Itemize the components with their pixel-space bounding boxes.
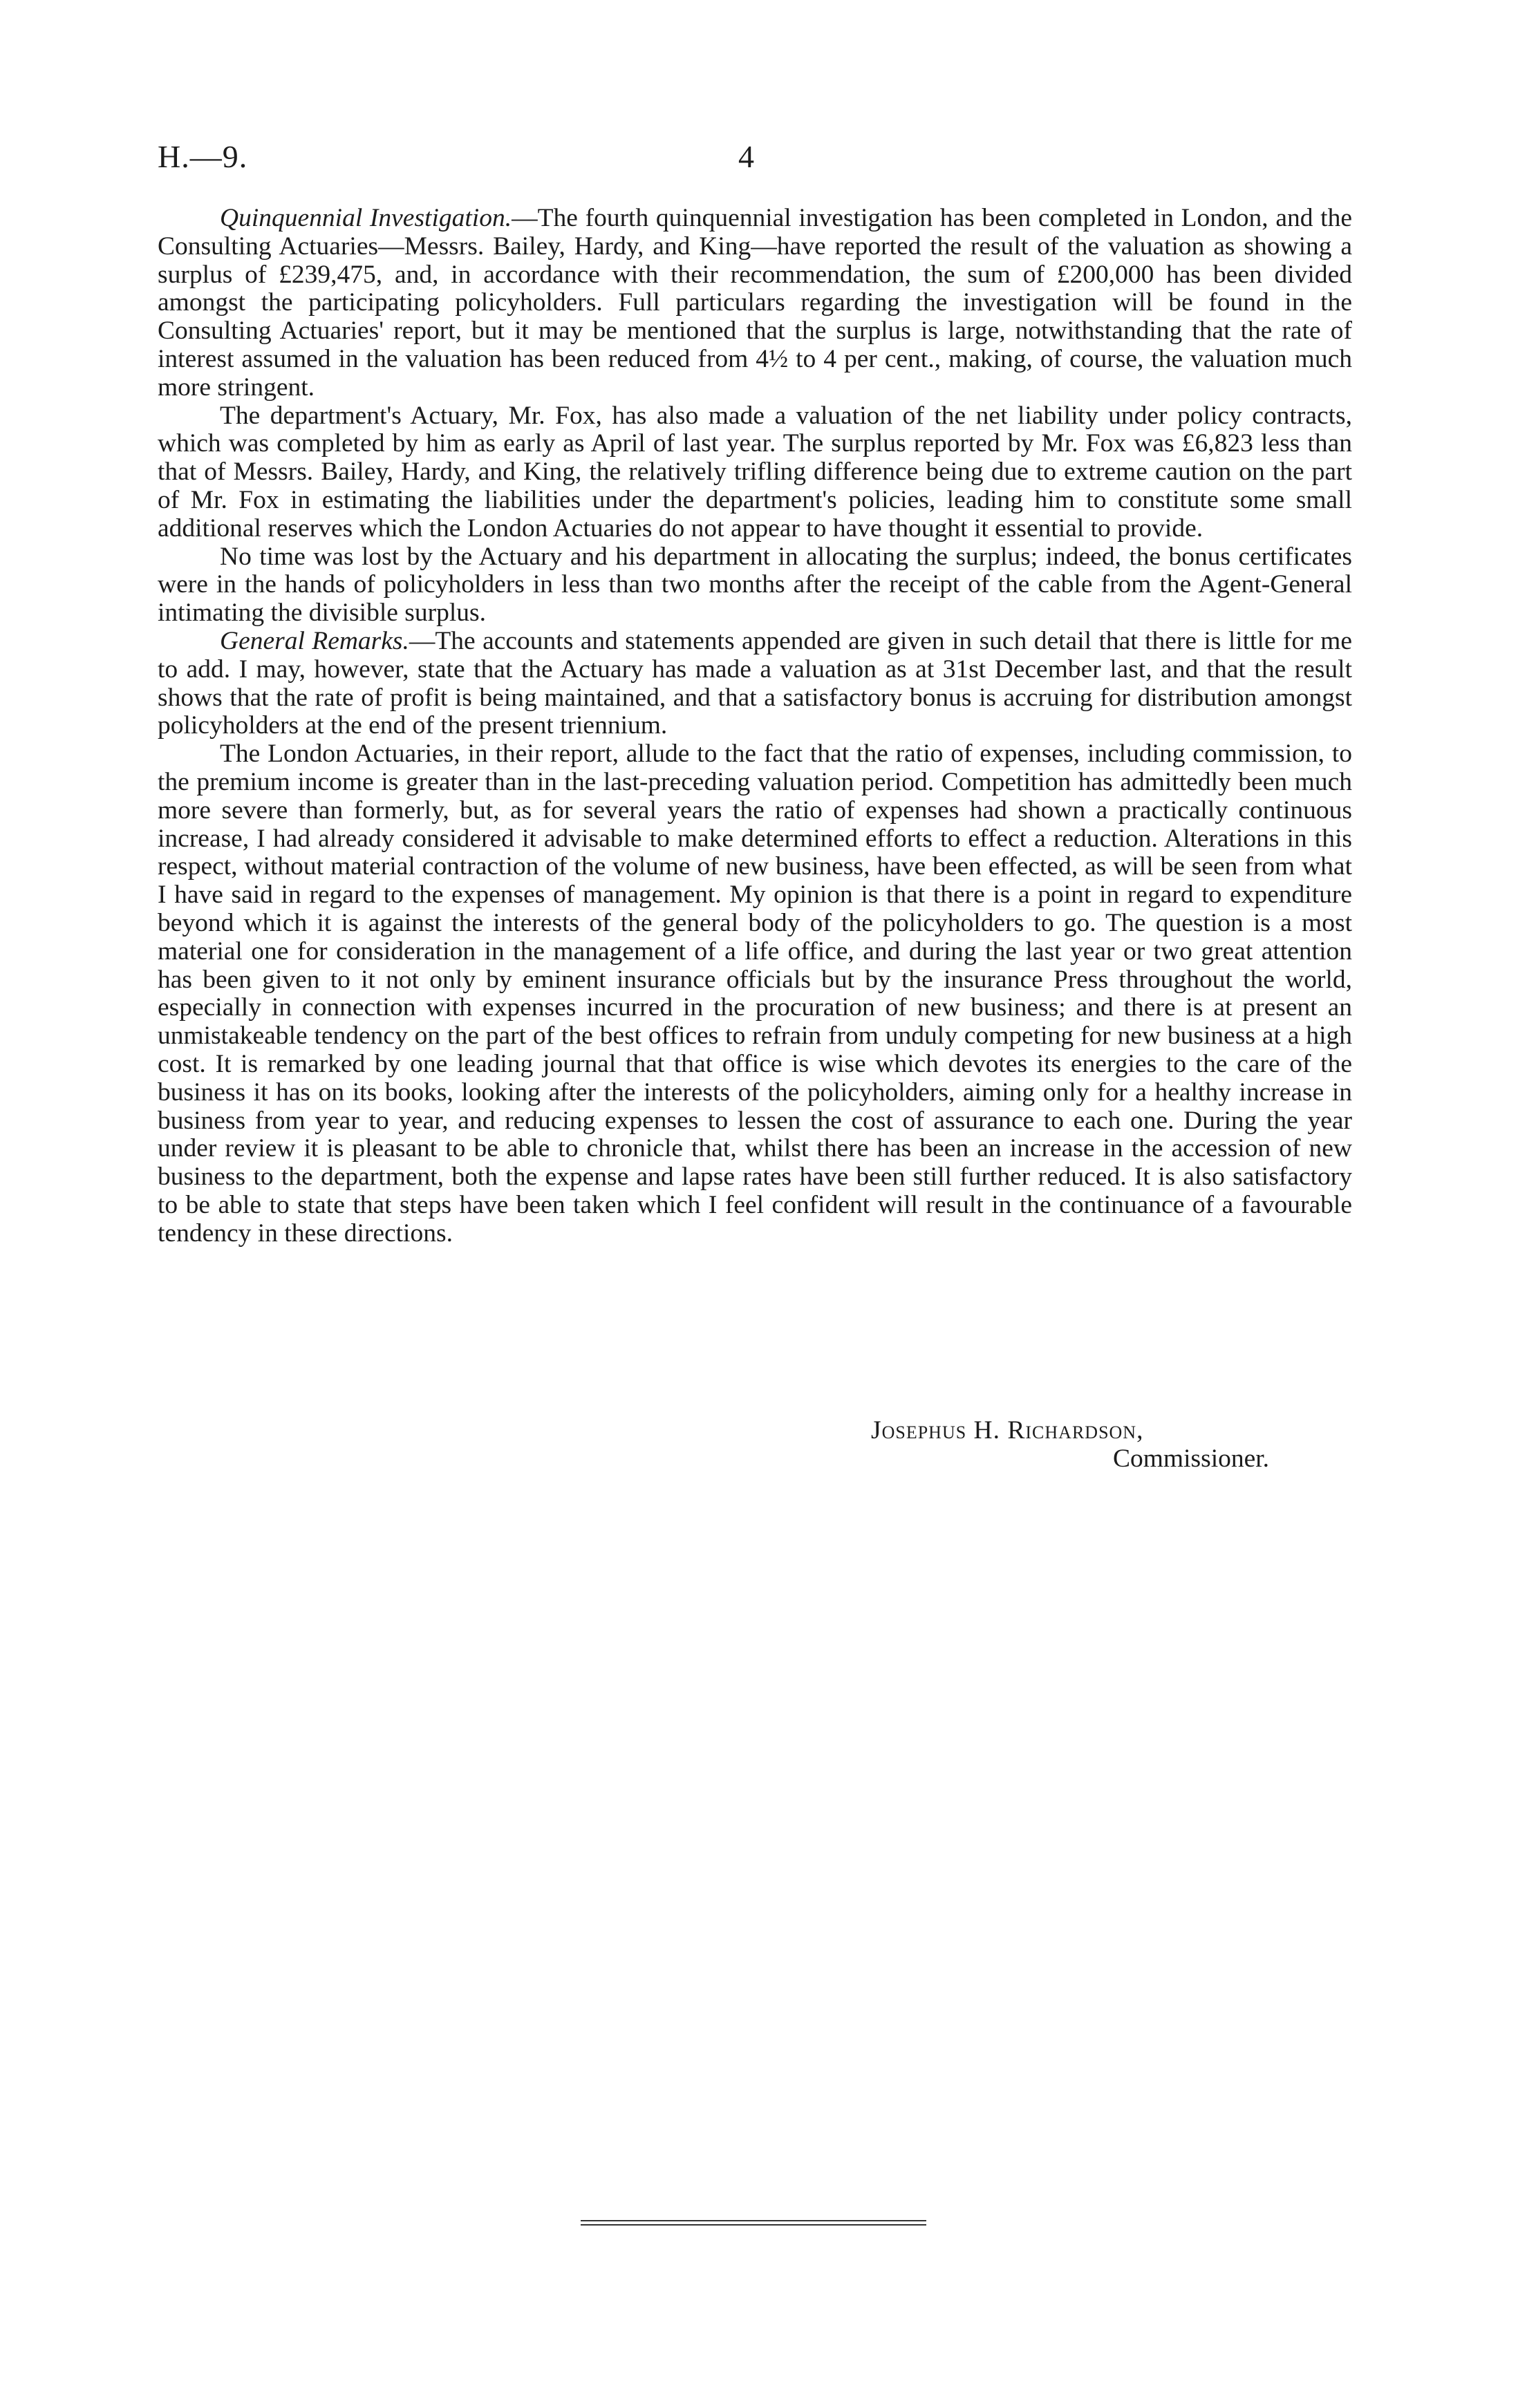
closing-double-rule [581, 2220, 926, 2226]
page-number: 4 [738, 139, 754, 174]
paragraph-expenses-ratio [158, 740, 1352, 1248]
section-heading-general-remarks: General Remarks. [220, 626, 409, 655]
signature-block [871, 1417, 1341, 1474]
paragraph-text: —The accounts and statements appended are given in such detail that there is little for me to add. I may, however, state that the Actuary has made a valuation as at 31st December last, and that the result shows that the rate of profit is being maintained, and that a satisfactory bonus is accruing for distribution amongst policyholders at the end of the present triennium. [158, 626, 1352, 740]
section-heading-quinquennial-investigation: Quinquennial Investigation. [220, 204, 512, 232]
page-header [158, 138, 1360, 180]
paragraph-text: —The fourth quinquennial investigation has been completed in London, and the Consulting Actuaries—Messrs. Bailey, Hardy, and King—have reported the result of the valuation as showing a surplus of £239,475, and, in accordance with their recommendation, the sum of £200,000 has been divided amongst the participating policyholders. Full particulars regarding the investigation will be found in the Consulting Actuaries' report, but it may be mentioned that the surplus is large, notwithstanding that the rate of interest assumed in the valuation has been reduced from 4½ to 4 per cent., making, of course, the valuation much more stringent. [158, 204, 1353, 402]
paragraph-text: The London Actuaries, in their report, allude to the fact that the ratio of expenses, including commission, to the premium income is greater than in the last-preceding valuation period. Competition has admittedly been much more severe than formerly, but, as for several years the ratio of expenses had shown a practically continuous increase, I had already considered it advisable to make determined efforts to effect a reduction. Alterations in this respect, without material contraction of the volume of new business, have been effected, as will be seen from what I have said in regard to the expenses of management. My opinion is that there is a point in regard to expenditure beyond which it is against the interests of the general body of the policyholders to go. The question is a most material one for consideration in the management of a life office, and during the last year or two great attention has been given to it not only by eminent insurance officials but by the insurance Press throughout the world, especially in connection with expenses incurred in the procuration of new business; and there is at present an unmistakeable tendency on the part of the best offices to refrain from unduly competing for new business at a high cost. It is remarked by one leading journal that that office is wise which devotes its energies to the care of the business it has on its books, looking after the interests of the policyholders, aiming only for a healthy increase in business from year to year, and reducing expenses to lessen the cost of assurance to each one. During the year under review it is pleasant to be able to chronicle that, whilst there has been an increase in the accession of new business to the department, both the expense and lapse rates have been still further reduced. It is also satisfactory to be able to state that steps have been taken which I feel confident will result in the continuance of a favourable tendency in these directions. [158, 740, 1352, 1248]
signatory-name: Josephus H. Richardson, [871, 1416, 1144, 1445]
paragraph-actuary-valuation [158, 402, 1352, 543]
document-reference: H.—9. [158, 139, 248, 174]
signatory-title: Commissioner. [1113, 1444, 1270, 1473]
paragraph-text: No time was lost by the Actuary and his department in allocating the surplus; indeed, the bonus certificates were in the hands of policyholders in less than two months after the receipt of the cable from the Agent-General intimating the divisible surplus. [158, 542, 1352, 628]
paragraph-quinquennial-investigation [158, 205, 1352, 402]
paragraph-text: The department's Actuary, Mr. Fox, has also made a valuation of the net liability under policy contracts, which was completed by him as early as April of last year. The surplus reported by Mr. Fox was £6,823 less than that of Messrs. Bailey, Hardy, and King, the relatively trifling difference being due to extreme caution on the part of Mr. Fox in estimating the liabilities under the department's policies, leading him to constitute some small additional reserves which the London Actuaries do not appear to have thought it essential to provide. [158, 401, 1352, 543]
paragraph-general-remarks [158, 628, 1352, 740]
report-body [158, 205, 1352, 1248]
paragraph-surplus-allocation [158, 543, 1352, 628]
